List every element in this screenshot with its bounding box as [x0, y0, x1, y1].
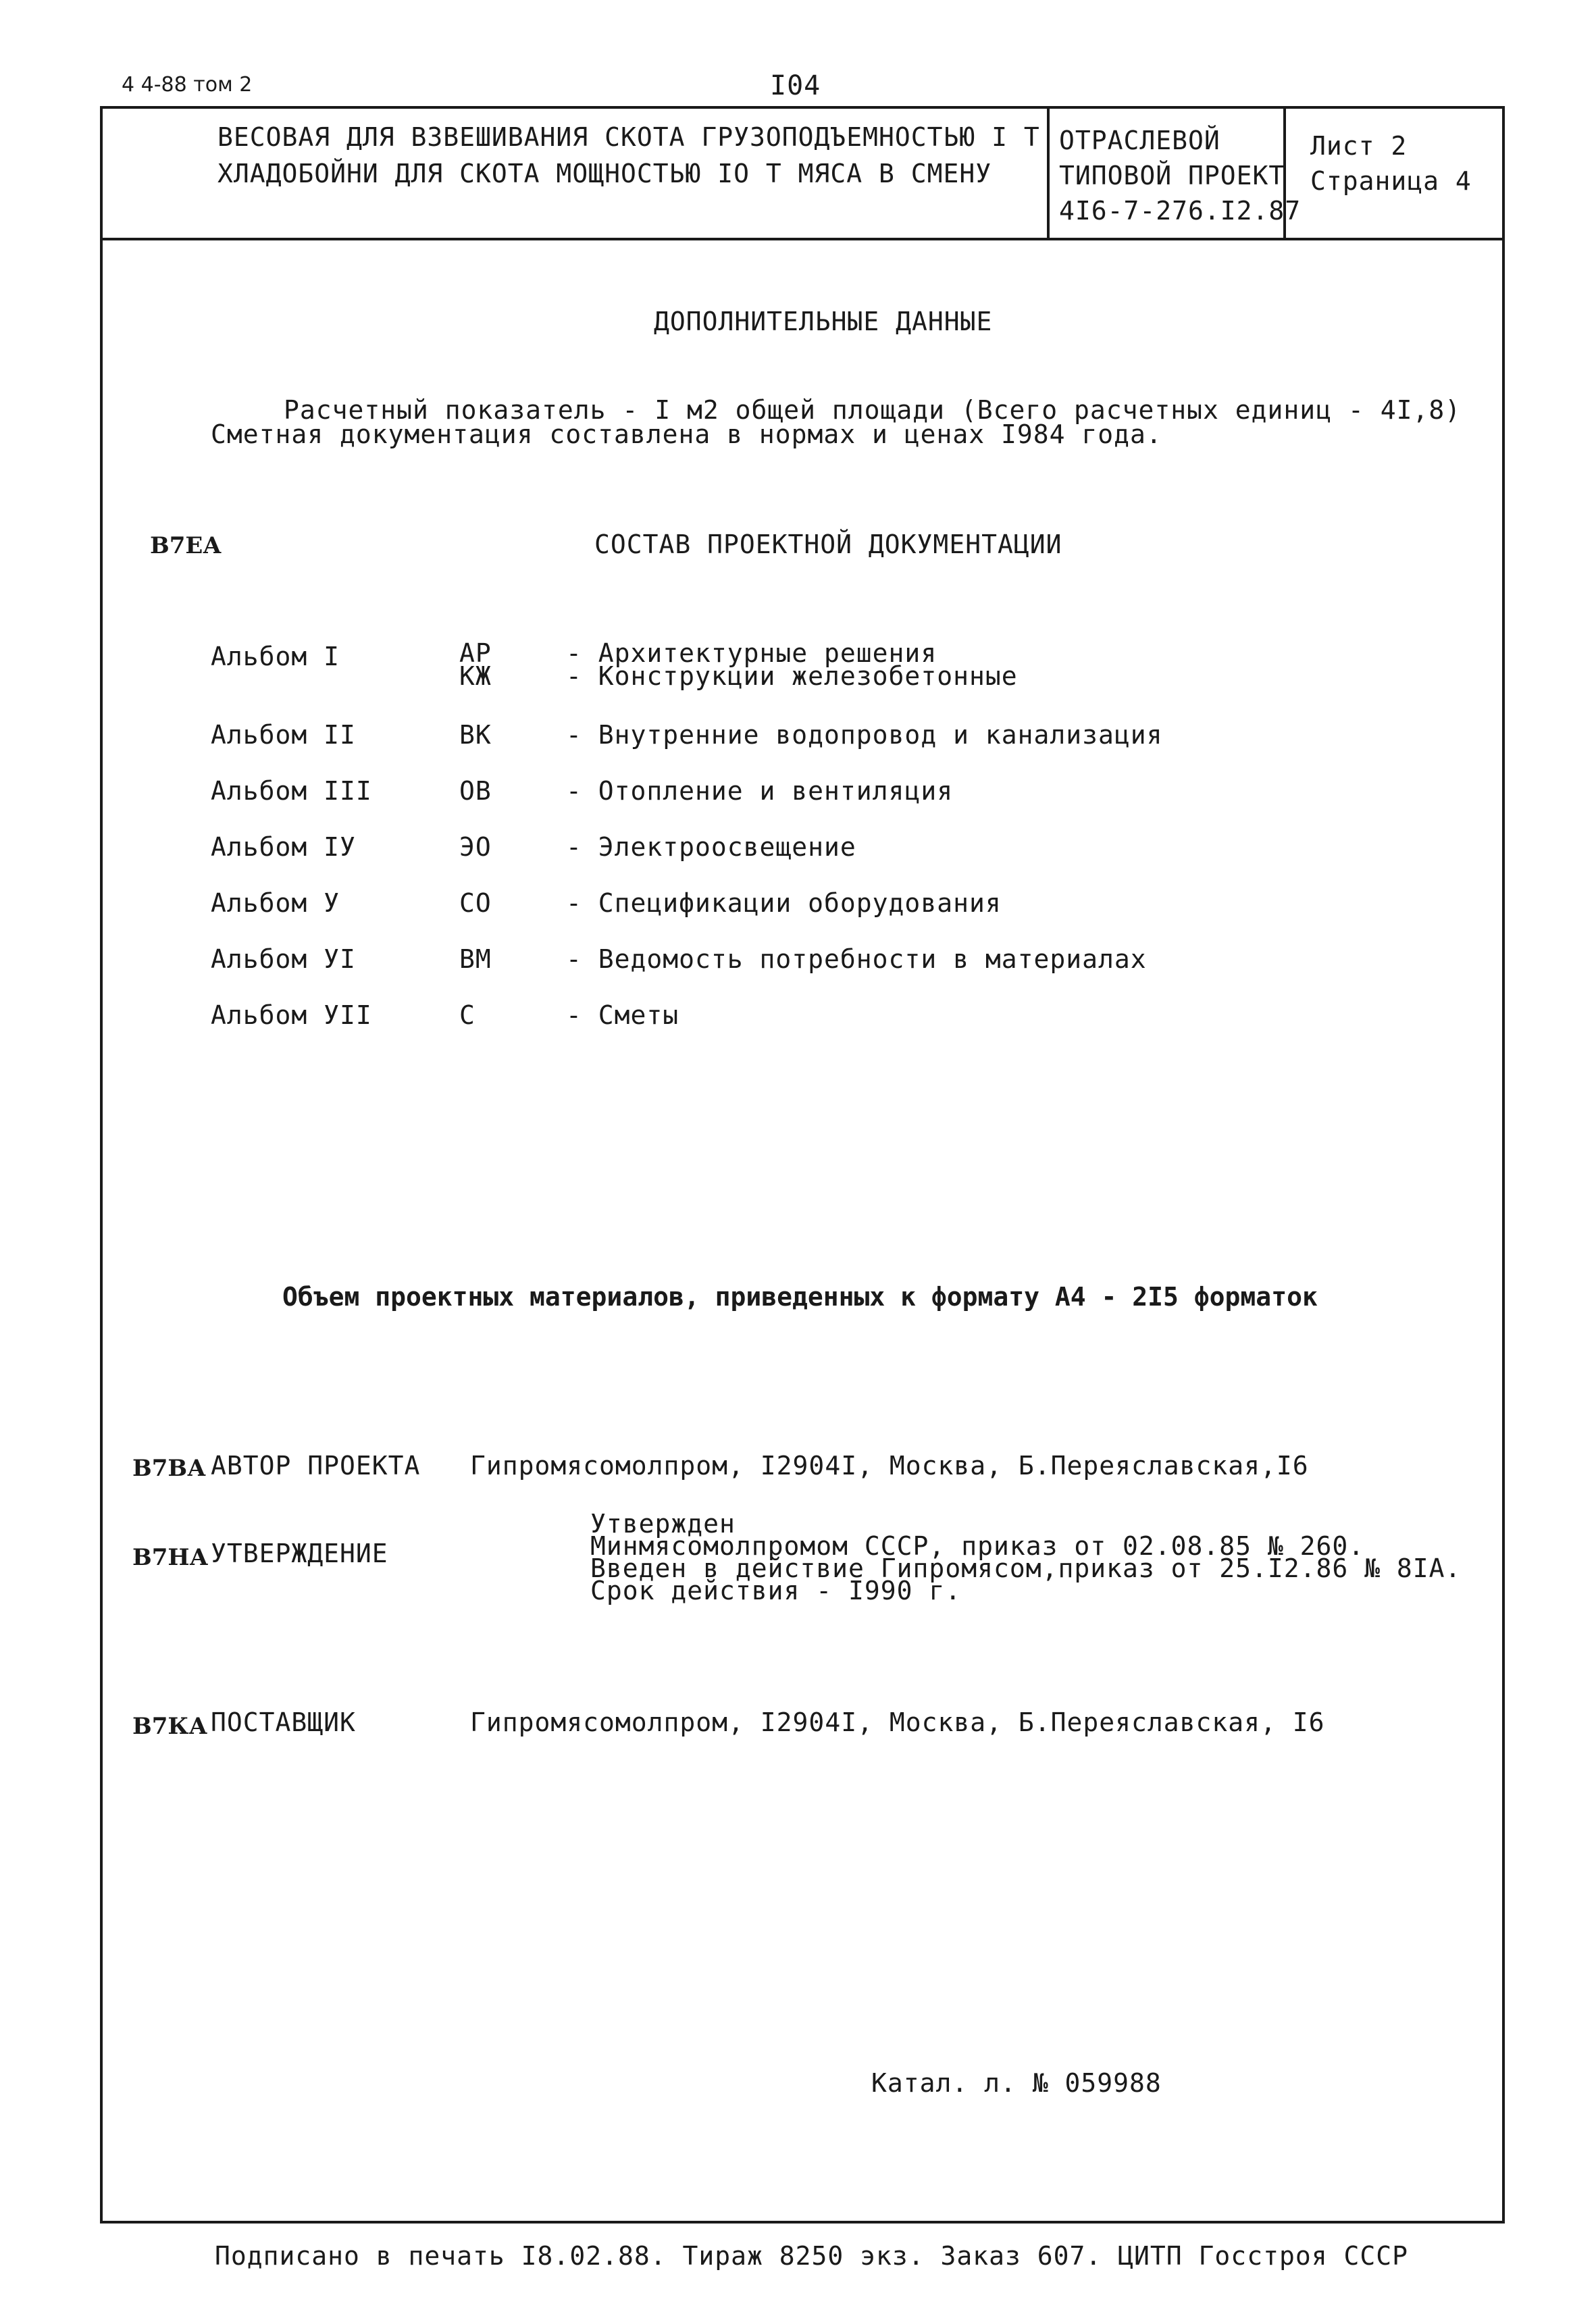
header-divider-v1 [1047, 106, 1050, 239]
album-label: Альбом IУ [211, 832, 356, 862]
author-value: Гипромясомолпром, I2904I, Москва, Б.Переяславская,I6 [470, 1451, 1309, 1481]
album-code: ВК [459, 720, 492, 750]
header-project-line1: ОТРАСЛЕВОЙ [1059, 126, 1220, 155]
album-code: ВМ [459, 944, 492, 974]
album-label: Альбом I [211, 642, 340, 671]
album-descriptions [566, 638, 1018, 691]
album-row [211, 642, 340, 671]
supplier-code: В7КА [132, 1713, 208, 1740]
additional-data-heading: ДОПОЛНИТЕЛЬНЫЕ ДАННЫЕ [654, 307, 993, 336]
approval-line: Минмясомолпромом СССР, приказ от 02.08.85 № 260. [590, 1531, 1365, 1561]
header-title-line1: ВЕСОВАЯ ДЛЯ ВЗВЕШИВАНИЯ СКОТА ГРУЗОПОДЪЕМНОСТЬЮ I Т [217, 122, 1040, 152]
approval-label: УТВЕРЖДЕНИЕ [211, 1539, 388, 1568]
approval-line: Введен в действие Гипромясом,приказ от 25.I2.86 № 8IА. [590, 1553, 1462, 1583]
header-title-line2: ХЛАДОБОЙНИ ДЛЯ СКОТА МОЩНОСТЬЮ IO Т МЯСА В СМЕНУ [217, 159, 992, 188]
header-sheet-number: Лист 2 [1310, 131, 1408, 161]
catalog-number: Катал. л. № 059988 [871, 2068, 1162, 2098]
composition-code: В7ЕА [150, 532, 222, 559]
additional-data-line2: Сметная документация составлена в нормах и ценах I984 года. [211, 419, 1162, 449]
album-label: Альбом III [211, 776, 372, 806]
album-label: Альбом УII [211, 1000, 372, 1030]
supplier-label: ПОСТАВЩИК [211, 1707, 356, 1737]
header-sheet [1310, 128, 1472, 199]
header-project-line2: ТИПОВОЙ ПРОЕКТ [1059, 161, 1285, 190]
author-code: В7ВА [132, 1455, 206, 1482]
album-code: ЭО [459, 832, 492, 862]
header-divider [100, 238, 1505, 240]
header-page-number: Страница 4 [1310, 166, 1472, 196]
top-left-note: 4 4-88 том 2 [122, 73, 253, 97]
album-description: - Архитектурные решения [566, 638, 937, 668]
album-label: Альбом УI [211, 944, 356, 974]
album-description: - Сметы [566, 1000, 679, 1030]
author-label: АВТОР ПРОЕКТА [211, 1451, 421, 1481]
approval-line: Утвержден [590, 1509, 736, 1539]
approval-code: В7НА [132, 1544, 209, 1571]
album-code: ОВ [459, 776, 492, 806]
album-code: КЖ [459, 661, 492, 691]
album-codes [459, 638, 492, 691]
album-description: - Ведомость потребности в материалах [566, 944, 1147, 974]
album-label: Альбом II [211, 720, 356, 750]
approval-text [590, 1509, 1462, 1605]
header-project [1059, 123, 1301, 228]
composition-heading: СОСТАВ ПРОЕКТНОЙ ДОКУМЕНТАЦИИ [594, 530, 1062, 559]
album-description: - Конструкции железобетонные [566, 661, 1018, 691]
album-description: - Внутренние водопровод и канализация [566, 720, 1163, 750]
supplier-value: Гипромясомолпром, I2904I, Москва, Б.Переяславская, I6 [470, 1707, 1325, 1737]
page-number: I04 [770, 70, 821, 101]
approval-line: Срок действия - I990 г. [590, 1576, 962, 1605]
album-code: С [459, 1000, 475, 1030]
volume-line: Объем проектных материалов, приведенных к формату А4 - 2I5 форматок [282, 1282, 1318, 1312]
album-code: СО [459, 888, 492, 918]
album-label: Альбом У [211, 888, 340, 918]
header-project-code: 4I6-7-276.I2.87 [1059, 196, 1302, 226]
header-title [217, 122, 1040, 188]
album-description: - Электроосвещение [566, 832, 856, 862]
album-description: - Спецификации оборудования [566, 888, 1002, 918]
album-description: - Отопление и вентиляция [566, 776, 954, 806]
additional-data-line1: Расчетный показатель - I м2 общей площади (Всего расчетных единиц - 4I,8) [284, 395, 1462, 425]
footer-print-info: Подписано в печать I8.02.88. Тираж 8250 экз. Заказ 607. ЦИТП Госстроя СССР [215, 2241, 1408, 2271]
album-code: АР [459, 638, 492, 668]
